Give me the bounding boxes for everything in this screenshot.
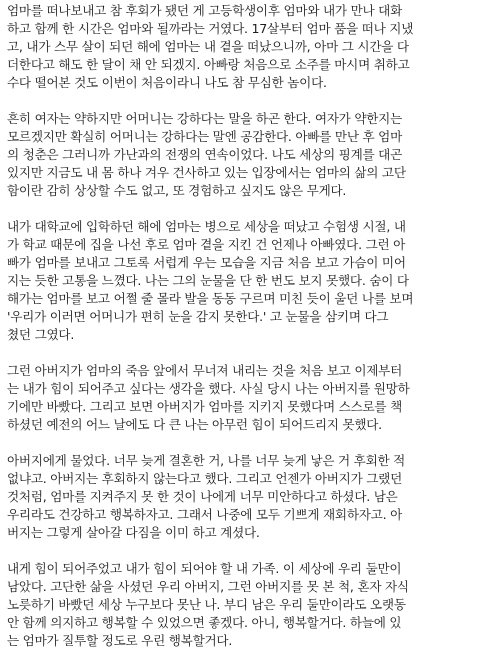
text-line: 노릇하기 바빴던 세상 누구보다 못난 나. 부디 남은 우리 둘만이라도 오랫동 [7,597,406,612]
paragraph-4 [7,362,478,434]
text-line: 기에만 바빴다. 그리고 보면 아버지가 엄마를 지키지 못했다며 스스로를 책 [7,399,402,414]
text-line: 것처럼, 엄마를 지켜주지 못 한 것이 나에게 너무 미안하다고 하셨다. 남은 [7,489,398,504]
text-line: 해가는 엄마를 보고 어쩔 줄 몰라 발을 동동 구르며 미친 듯이 울던 나를 보며 [7,291,414,306]
paragraph-1 [7,2,478,92]
text-line: 안 함께 의지하고 행복할 수 있었으면 좋겠다. 아니, 행복할거다. 하늘에 있 [7,615,402,630]
text-line: 하고 함께 한 시간은 엄마와 될까라는 거였다. 17살부터 엄마 품을 떠나 지냈 [7,21,414,36]
paragraph-3 [7,218,478,344]
text-line: 가 학교 때문에 집을 나선 후로 엄마 곁을 지킨 건 언제나 아빠였다. 그런 아 [7,237,406,252]
text-line: 내게 힘이 되어주었고 내가 힘이 되어야 할 내 가족. 이 세상에 우리 둘만이 [7,561,402,576]
text-line: 함이란 감히 상상할 수도 없고, 또 경험하고 싶지도 않은 무게다. [7,183,347,198]
paragraph-5 [7,452,478,542]
text-line: 내가 대학교에 입학하던 해에 엄마는 병으로 세상을 떠났고 수험생 시절, 내 [7,219,406,234]
text-line: 우리라도 건강하고 행복하자고. 그래서 나중에 모두 기쁘게 재회하자고. 아 [7,507,402,522]
paragraph-6 [7,560,478,650]
text-line: 지는 듯한 고통을 느꼈다. 나는 그의 눈물을 단 한 번도 보지 못했다. 숨이 다 [7,273,409,288]
text-line: 수다 떨어본 것도 이번이 처음이라니 나도 참 무심한 놈이다. [7,75,327,90]
text-line: 아버지에게 물었다. 너무 늦게 결혼한 거, 나를 너무 늦게 낳은 거 후회한 적 [7,453,406,468]
text-line: 쳤던 그였다. [7,327,75,342]
text-line: 남았다. 고단한 삶을 사셨던 우리 아버지, 그런 아버지를 못 본 척, 혼자 자식 [7,579,409,594]
text-line: 빠가 엄마를 보내고 그토록 서럽게 우는 모습을 지금 처음 보고 가슴이 미어 [7,255,406,270]
text-line: 없냐고. 아버지는 후회하지 않는다고 했다. 그리고 언젠가 아버지가 그랬던 [7,471,402,486]
text-line: 의 청춘은 그러니까 가난과의 전쟁의 연속이었다. 나도 세상의 핑계를 대곤 [7,147,402,162]
paragraph-2 [7,110,478,200]
text-line: '우리가 이러면 어머니가 편히 눈을 감지 못한다.' 고 눈물을 삼키며 다그 [7,309,389,324]
text-line: 모르겠지만 확실히 어머니는 강하다는 말엔 공감한다. 아빠를 만난 후 엄마 [7,129,402,144]
text-line: 있지만 지금도 내 몸 하나 겨우 건사하고 있는 입장에서는 엄마의 삶의 고단 [7,165,406,180]
text-line: 엄마를 떠나보내고 참 후회가 됐던 게 고등학생이후 엄마와 내가 만나 대화 [7,3,402,18]
text-line: 더한다고 해도 한 달이 채 안 되겠지. 아빠랑 처음으로 소주를 마시며 취하고 [7,57,410,72]
text-line: 하셨던 예전의 어느 날에도 다 큰 나는 아무런 힘이 되어드리지 못했다. [7,417,382,432]
text-line: 는 엄마가 질투할 정도로 우린 행복할거다. [7,633,233,648]
text-line: 흔히 여자는 약하지만 어머니는 강하다는 말을 하곤 한다. 여자가 약한지는 [7,111,402,126]
text-line: 그런 아버지가 엄마의 죽음 앞에서 무너져 내리는 것을 처음 보고 이제부터 [7,363,402,378]
text-line: 버지는 그렇게 살아갈 다짐을 이미 하고 계셨다. [7,525,260,540]
text-line: 는 내가 힘이 되어주고 싶다는 생각을 했다. 사실 당시 나는 아버지를 원망하 [7,381,410,396]
text-line: 고, 내가 스무 살이 되던 해에 엄마는 내 곁을 떠났으니까, 아마 그 시간을 다 [7,39,409,54]
